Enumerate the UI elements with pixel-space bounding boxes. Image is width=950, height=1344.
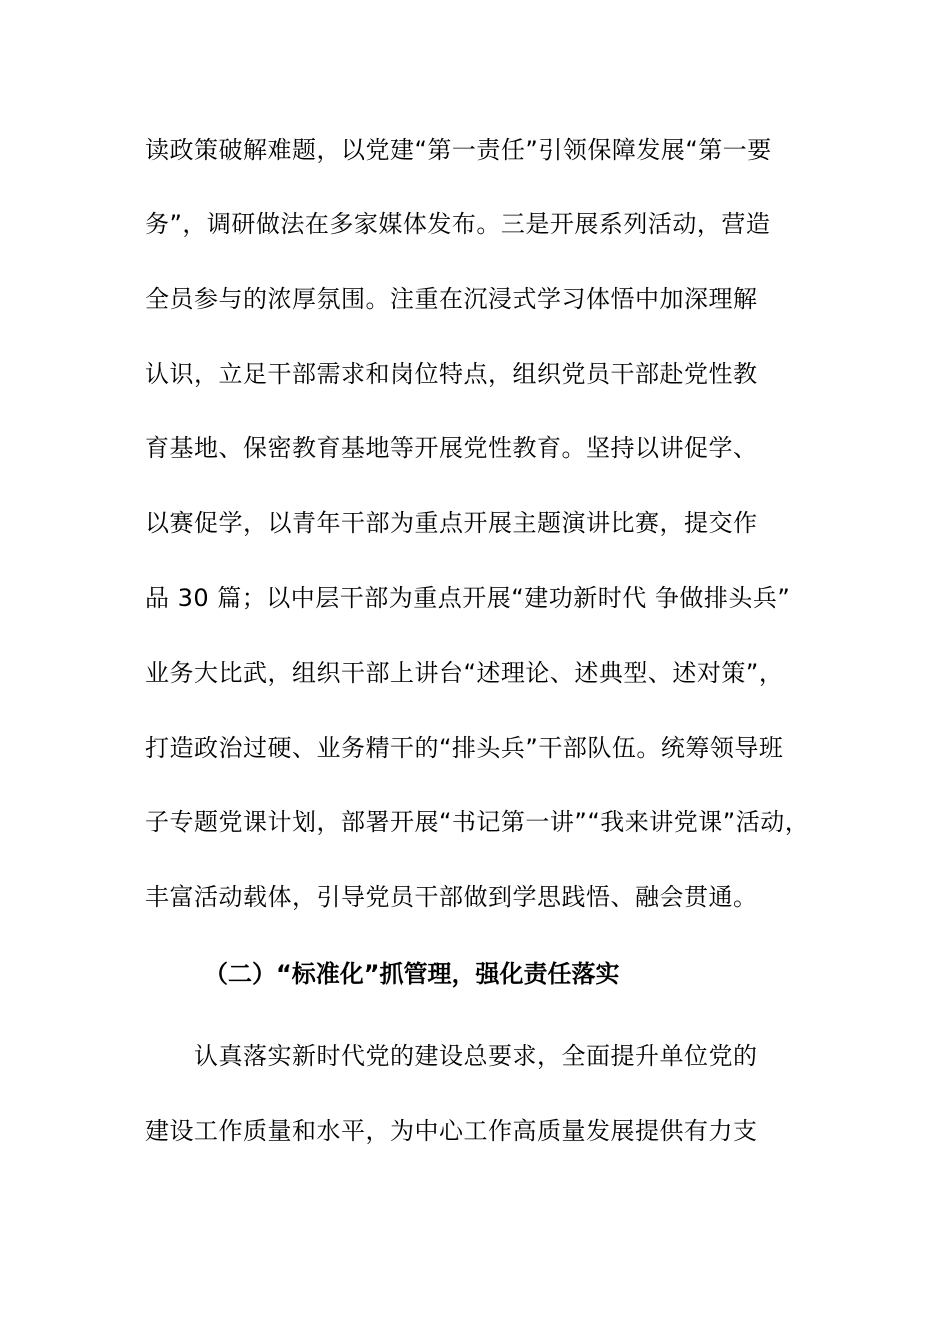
paragraph-line: 以赛促学，以青年干部为重点开展主题演讲比赛，提交作 xyxy=(145,509,758,537)
paragraph-line: 丰富活动载体，引导党员干部做到学思践悟、融会贯通。 xyxy=(145,883,758,911)
paragraph-line: 建设工作质量和水平，为中心工作高质量发展提供有力支 xyxy=(145,1117,758,1145)
paragraph-line: 子专题党课计划，部署开展“书记第一讲”“我来讲党课”活动， xyxy=(145,808,810,836)
paragraph-line: 认真落实新时代党的建设总要求，全面提升单位党的 xyxy=(194,1042,758,1070)
paragraph-line: 务”，调研做法在多家媒体发布。三是开展系列活动，营造 xyxy=(145,210,771,238)
section-heading: （二）“标准化”抓管理，强化责任落实 xyxy=(204,960,620,988)
paragraph-line: 认识，立足干部需求和岗位特点，组织党员干部赴党性教 xyxy=(145,360,758,388)
paragraph-line: 读政策破解难题，以党建“第一责任”引领保障发展“第一要 xyxy=(145,136,772,164)
paragraph-line: 育基地、保密教育基地等开展党性教育。坚持以讲促学、 xyxy=(145,434,758,462)
paragraph-line: 品 30 篇；以中层干部为重点开展“建功新时代 争做排头兵” xyxy=(145,584,791,612)
paragraph-line: 全员参与的浓厚氛围。注重在沉浸式学习体悟中加深理解 xyxy=(145,285,758,313)
paragraph-line: 打造政治过硬、业务精干的“排头兵”干部队伍。统筹领导班 xyxy=(145,734,784,762)
paragraph-line: 业务大比武，组织干部上讲台“述理论、述典型、述对策”， xyxy=(145,659,784,687)
